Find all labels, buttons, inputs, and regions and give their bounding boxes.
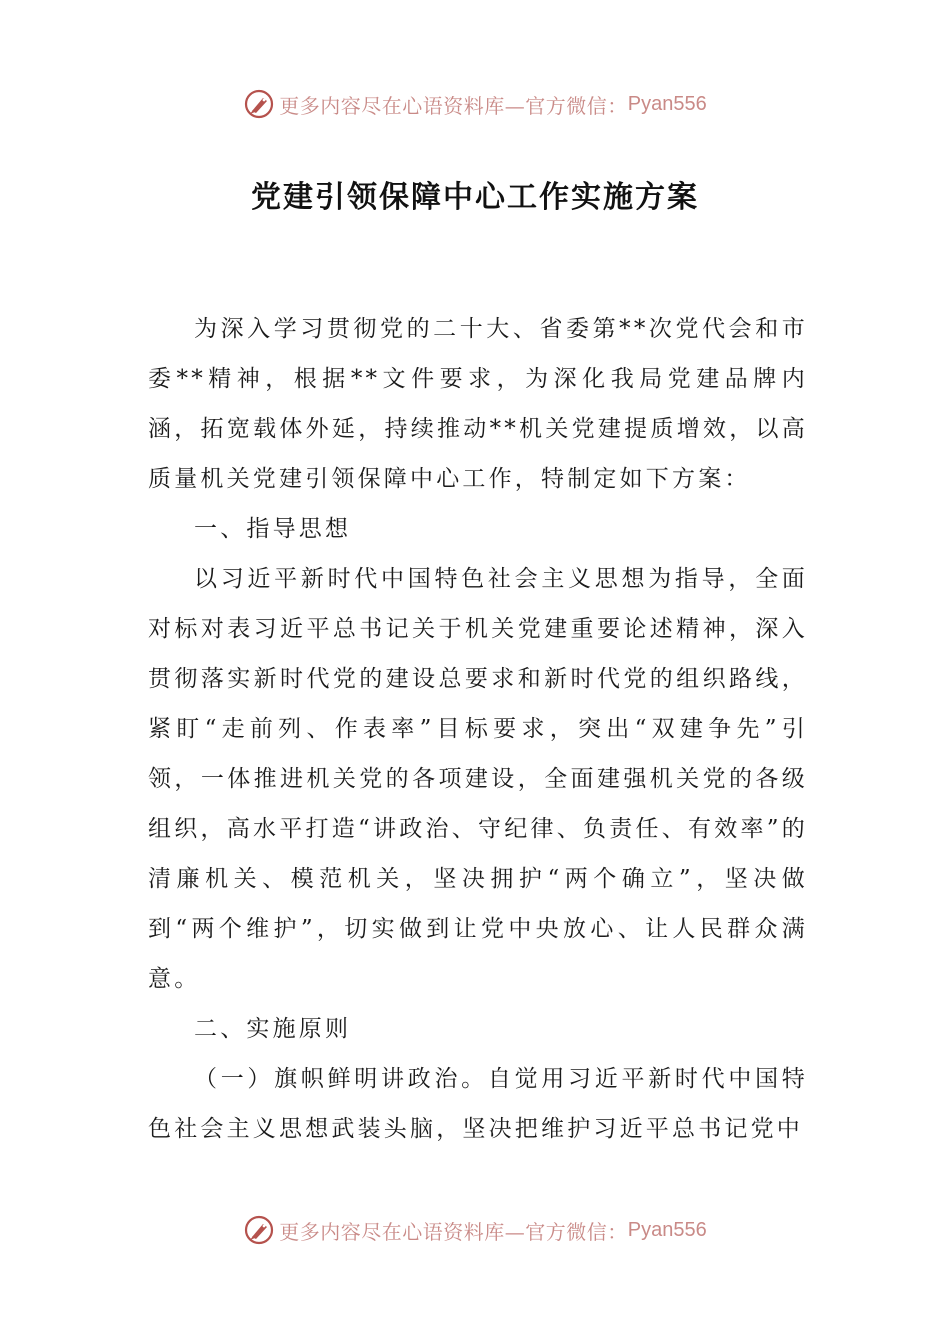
paragraph-guiding-ideology: 以习近平新时代中国特色社会主义思想为指导，全面对标对表习近平总书记关于机关党建重要论述精神，深入贯彻落实新时代党的建设总要求和新时代党的组织路线，紧盯“走前列、作表率”目标要求，突出“双建争先”引领，一体推进机关党的各项建设，全面建强机关党的各级组织，高水平打造“讲政治、守纪律、负责任、有效率”的清廉机关、模范机关，坚决拥护“两个确立”，坚决做到“两个维护”，切实做到让党中央放心、让人民群众满意。	[148, 566, 808, 992]
section-heading-principles: 二、实施原则	[194, 1016, 352, 1042]
paragraph-intro: 为深入学习贯彻党的二十大、省委第**次党代会和市委**精神，根据**文件要求，为深化我局党建品牌内涵，拓宽载体外延，持续推动**机关党建提质增效，以高质量机关党建引领保障中心工作，特制定如下方案：	[148, 316, 808, 492]
watermark-footer	[0, 1210, 950, 1250]
watermark-text: 更多内容尽在心语资料库—官方微信：	[279, 93, 628, 118]
watermark-header	[0, 84, 950, 124]
paragraph-principle-1: （一）旗帜鲜明讲政治。自觉用习近平新时代中国特色社会主义思想武装头脑，坚决把维护习近平总书记党中	[148, 1066, 808, 1142]
pen-nib-circle-icon	[243, 88, 275, 120]
document-body	[148, 304, 808, 1154]
document-title: 党建引领保障中心工作实施方案	[251, 180, 699, 215]
watermark-wechat-id: Pyan556	[627, 92, 707, 115]
section-heading-guiding-ideology: 一、指导思想	[194, 516, 352, 542]
pen-nib-circle-icon	[243, 1214, 275, 1246]
watermark-text: 更多内容尽在心语资料库—官方微信：	[279, 1219, 628, 1244]
watermark-wechat-id: Pyan556	[627, 1218, 707, 1241]
